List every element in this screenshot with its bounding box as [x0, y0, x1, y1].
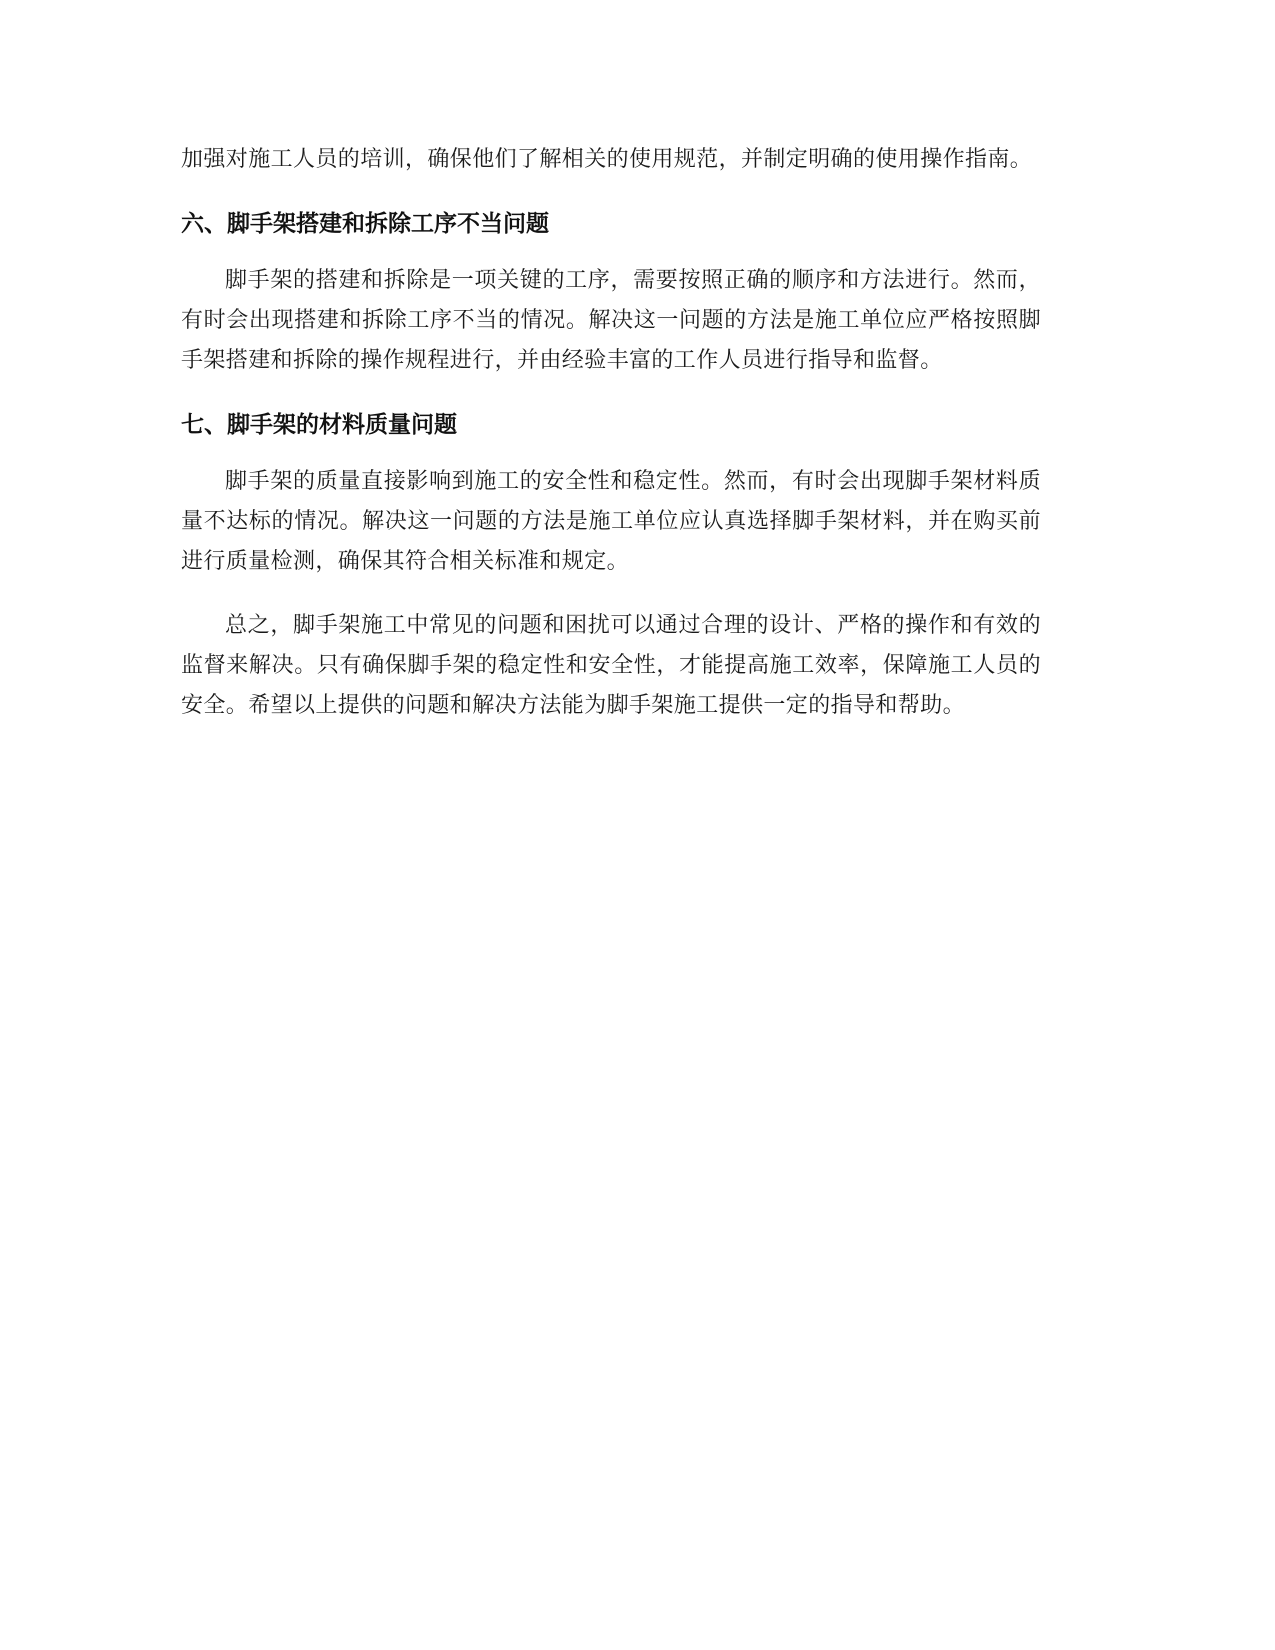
spacer: [181, 244, 1041, 261]
document-body: [181, 140, 1041, 726]
section-7-paragraph: 脚手架的质量直接影响到施工的安全性和稳定性。然而，有时会出现脚手架材料质量不达标的情况。解决这一问题的方法是施工单位应认真选择脚手架材料，并在购买前进行质量检测，确保其符合相关标准和规定。: [181, 469, 1041, 574]
spacer: [181, 582, 1041, 606]
spacer: [181, 180, 1041, 204]
conclusion-paragraph: 总之，脚手架施工中常见的问题和困扰可以通过合理的设计、严格的操作和有效的监督来解决。只有确保脚手架的稳定性和安全性，才能提高施工效率，保障施工人员的安全。希望以上提供的问题和解决方法能为脚手架施工提供一定的指导和帮助。: [181, 613, 1041, 718]
section-6-paragraph: 脚手架的搭建和拆除是一项关键的工序，需要按照正确的顺序和方法进行。然而，有时会出现搭建和拆除工序不当的情况。解决这一问题的方法是施工单位应严格按照脚手架搭建和拆除的操作规程进行，并由经验丰富的工作人员进行指导和监督。: [181, 268, 1041, 373]
section-6-heading: 六、脚手架搭建和拆除工序不当问题: [181, 211, 549, 237]
section-7-heading: 七、脚手架的材料质量问题: [181, 412, 457, 438]
intro-continuation-paragraph: 加强对施工人员的培训，确保他们了解相关的使用规范，并制定明确的使用操作指南。: [181, 147, 1033, 172]
spacer: [181, 381, 1041, 405]
spacer: [181, 445, 1041, 462]
